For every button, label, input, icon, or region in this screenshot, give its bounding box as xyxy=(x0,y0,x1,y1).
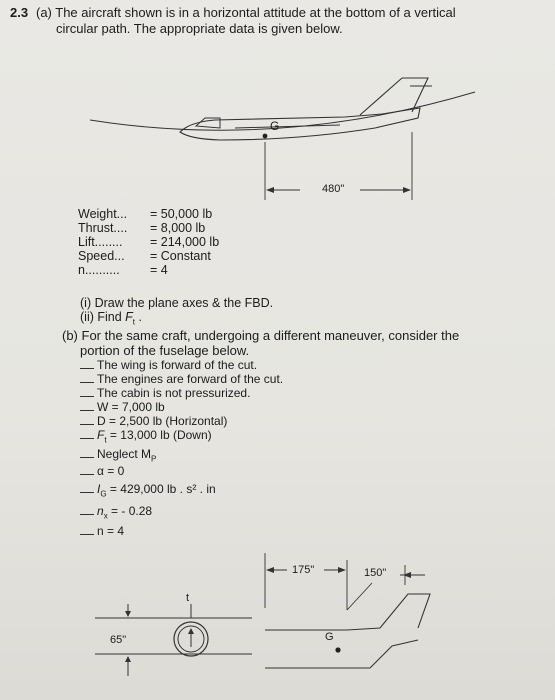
fig2-tail-lower xyxy=(265,640,418,668)
fig2-g-label: G xyxy=(325,631,334,643)
fig2-cg-dot xyxy=(335,647,340,652)
part-b-prompt-line2: portion of the fuselage below. xyxy=(80,343,250,358)
cg-dot xyxy=(263,134,268,139)
data-lift-value: = 214,000 lb xyxy=(150,235,220,249)
b-item-weight: W = 7,000 lb xyxy=(80,400,165,414)
b-item-cabin: The cabin is not pressurized. xyxy=(80,386,250,400)
fig2-wing-slant xyxy=(347,583,372,610)
data-weight-value: = 50,000 lb xyxy=(150,207,213,221)
data-lift-label: Lift........ xyxy=(78,235,123,249)
task-ii: (ii) Find $F_t$ . xyxy=(80,310,142,327)
part-a-prompt-line1: (a) The aircraft shown is in a horizontal attitude at the bottom of a vertical xyxy=(36,5,456,20)
fuselage-outline xyxy=(180,108,420,140)
b-item-ft: $F_t = 13,000$ lb (Down) xyxy=(80,428,212,444)
fig2-arrowhead-up xyxy=(188,628,194,634)
fig2-dim-150: 150" xyxy=(364,567,387,579)
arrowhead-left xyxy=(266,187,274,193)
fig2-arrowhead-150 xyxy=(403,572,411,578)
b-item-alpha: α = 0 xyxy=(80,464,124,478)
problem-number: 2.3 xyxy=(10,5,29,20)
fig2-65-arrowhead-top xyxy=(125,611,131,617)
data-thrust-value: = 8,000 lb xyxy=(150,221,206,235)
data-speed-value: = Constant xyxy=(150,249,211,263)
b-item-n: n = 4 xyxy=(80,524,124,538)
data-speed-label: Speed... xyxy=(78,249,125,263)
b-item-drag: D = 2,500 lb (Horizontal) xyxy=(80,414,227,428)
fig2-t-label: t xyxy=(186,592,190,604)
b-item-ig: $I_G = 429,000$ lb . s² . in xyxy=(80,482,216,498)
dim-480-label: 480" xyxy=(322,183,345,195)
part-b-prompt-line1: (b) For the same craft, undergoing a different maneuver, consider the xyxy=(62,328,460,343)
fig2-dim-65: 65" xyxy=(110,634,127,646)
arrowhead-right xyxy=(403,187,411,193)
fig2-tail-upper xyxy=(265,594,430,630)
b-item-nx: $n_x$ = - 0.28 xyxy=(80,504,152,520)
b-item-mp: Neglect $M_P$ xyxy=(80,447,156,463)
data-weight-label: Weight... xyxy=(78,207,128,221)
cg-label: G xyxy=(270,119,280,133)
circular-path-arc xyxy=(90,92,475,130)
fig2-arrowhead-175-right xyxy=(338,567,346,573)
task-i: (i) Draw the plane axes & the FBD. xyxy=(80,296,274,310)
fig2-65-arrowhead-bottom xyxy=(125,656,131,662)
data-thrust-label: Thrust.... xyxy=(78,221,128,235)
vertical-tail xyxy=(360,78,428,115)
part-a-prompt-line2: circular path. The appropriate data is given below. xyxy=(56,21,343,36)
fig2-arrowhead-175-left xyxy=(266,567,274,573)
b-item-wing: The wing is forward of the cut. xyxy=(80,358,257,372)
data-n-label: n.......... xyxy=(78,263,120,277)
data-n-value: = 4 xyxy=(150,263,168,277)
b-item-engines: The engines are forward of the cut. xyxy=(80,372,283,386)
fig2-dim-175: 175" xyxy=(292,564,315,576)
